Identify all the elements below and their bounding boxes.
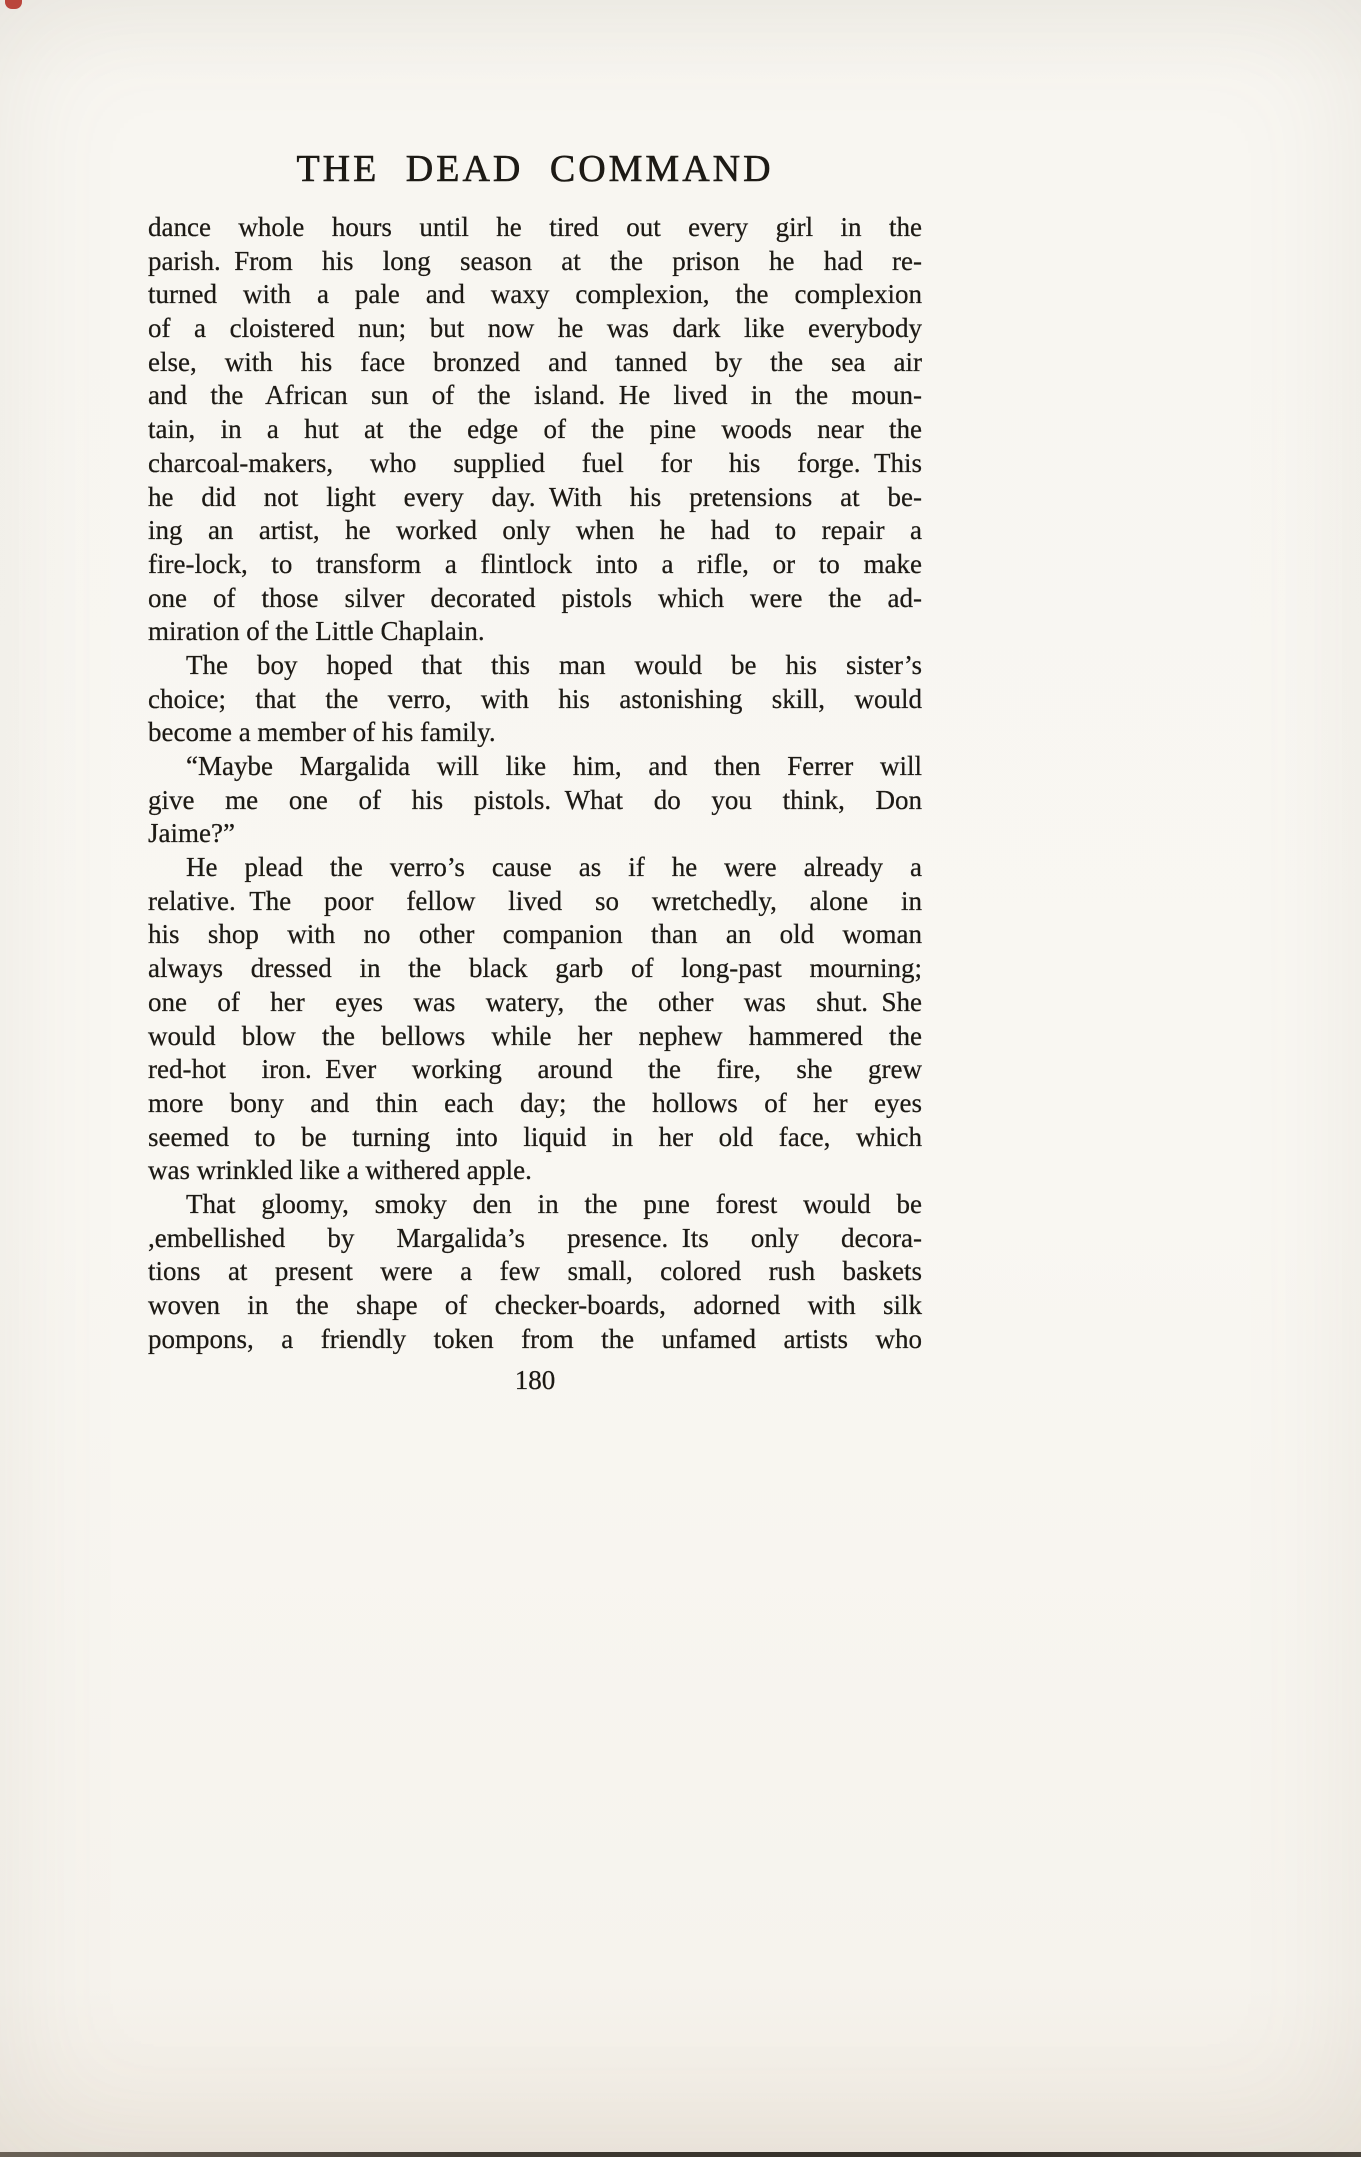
text-line: woven in the shape of checker-boards, adorned with silk	[148, 1290, 922, 1320]
text-line: he did not light every day. With his pretensions at be-	[148, 481, 922, 512]
text-line: give me one of his pistols. What do you think, Don	[148, 784, 922, 815]
text-line: of a cloistered nun; but now he was dark like everybody	[148, 313, 922, 344]
text-line: charcoal-makers, who supplied fuel for his forge. This	[148, 447, 922, 478]
text-line: ing an artist, he worked only when he had to repair a	[148, 515, 922, 546]
text-line: would blow the bellows while her nephew hammered the	[148, 1020, 922, 1051]
text-line: else, with his face bronzed and tanned by the sea air	[148, 346, 922, 377]
text-line: Jaime?”	[148, 818, 235, 849]
text-line: tain, in a hut at the edge of the pine woods near the	[148, 414, 922, 445]
text-line: more bony and thin each day; the hollows of her eyes	[148, 1087, 922, 1118]
text-line: pompons, a friendly token from the unfamed artists who	[148, 1323, 922, 1354]
text-line: turned with a pale and waxy complexion, the complexion	[148, 279, 922, 310]
text-line: That gloomy, smoky den in the pıne forest would be	[186, 1188, 922, 1219]
text-line: parish. From his long season at the prison he had re-	[148, 245, 922, 276]
page-bottom-edge-line	[0, 2152, 1361, 2157]
text-line: become a member of his family.	[148, 717, 496, 748]
text-line: “Maybe Margalida will like him, and then Ferrer will	[186, 751, 922, 781]
text-line: tions at present were a few small, colored rush baskets	[148, 1256, 922, 1287]
text-line: The boy hoped that this man would be his sister’s	[186, 649, 922, 680]
text-line: one of her eyes was watery, the other was shut. She	[148, 986, 922, 1017]
text-block	[148, 147, 922, 1396]
body-text	[148, 211, 922, 1356]
text-line: ,embellished by Margalida’s presence. Its only decora-	[148, 1222, 922, 1253]
page-number: 180	[514, 1365, 556, 1396]
text-line: He plead the verro’s cause as if he were already a	[186, 852, 922, 883]
text-line: dance whole hours until he tired out every girl in the	[148, 212, 922, 242]
page-title: THE DEAD COMMAND	[296, 148, 774, 190]
text-line: miration of the Little Chaplain.	[148, 616, 485, 647]
text-line: one of those silver decorated pistols which were the ad-	[148, 582, 922, 613]
text-line: red-hot iron. Ever working around the fire, she grew	[148, 1054, 922, 1085]
text-line: and the African sun of the island. He lived in the moun-	[148, 380, 922, 411]
text-line: choice; that the verro, with his astonishing skill, would	[148, 683, 922, 714]
text-line: relative. The poor fellow lived so wretchedly, alone in	[148, 885, 922, 916]
red-corner-scan-mark	[5, 0, 22, 9]
text-line: fire-lock, to transform a flintlock into a rifle, or to make	[148, 548, 922, 579]
text-line: always dressed in the black garb of long-past mourning;	[148, 953, 922, 984]
text-line: his shop with no other companion than an old woman	[148, 919, 922, 950]
text-line: seemed to be turning into liquid in her old face, which	[148, 1121, 922, 1152]
text-line: was wrinkled like a withered apple.	[148, 1155, 532, 1186]
